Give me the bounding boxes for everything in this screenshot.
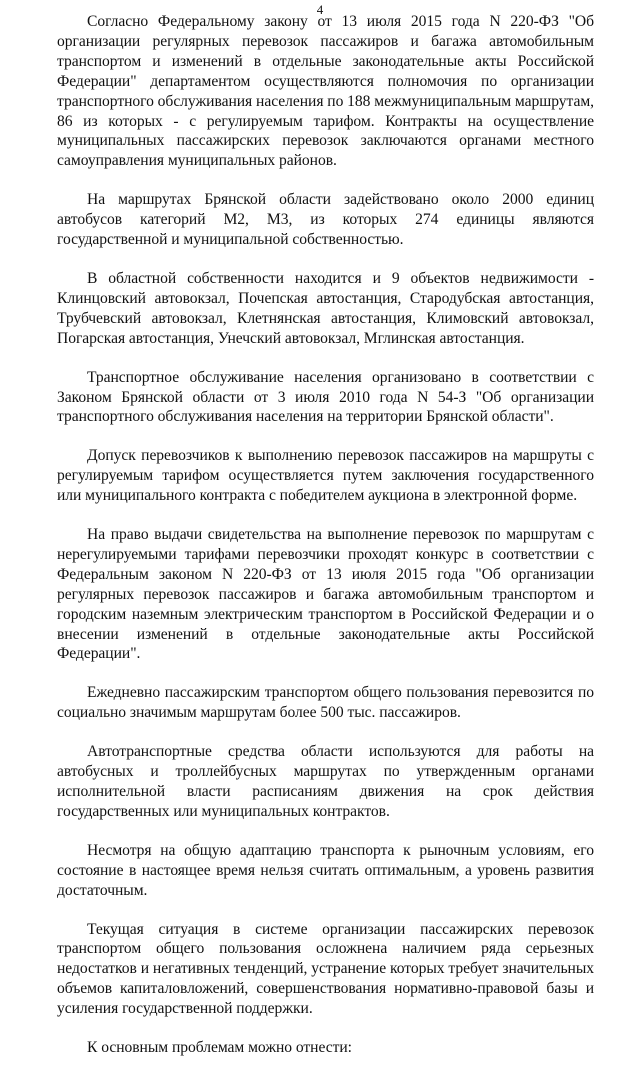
paragraph-regional-law: Транспортное обслуживание населения организовано в соответствии с Законом Брянской области от 3 июля 2010 года N 54-З "Об организации транспортного обслуживания населения на территории Брянской области". — [57, 368, 594, 426]
paragraph-federal-law: Согласно Федеральному закону от 13 июля 2015 года N 220-ФЗ "Об организации регулярных перевозок пассажиров и багажа автомобильным транспортом и изменений в отдельные законодательные акты Российской Федерации" департаментом осуществляются полномочия по организации транспортного обслуживания населения по 188 межмуниципальным маршрутам, 86 из которых - с регулируемым тарифом. Контракты на осуществление муниципальных пассажирских перевозок заключаются органами местного самоуправления муниципальных районов. — [57, 13, 594, 170]
document-body — [57, 12, 594, 1077]
paragraph-regional-property: В областной собственности находится и 9 объектов недвижимости - Клинцовский автовокзал, Почепская автостанция, Стародубская автостанция, Трубчевский автовокзал, Клетнянская автостанция, Климовский автовокзал, Погарская автостанция, Унечский автовокзал, Мглинская автостанция. — [57, 269, 594, 347]
paragraph-daily-passengers: Ежедневно пассажирским транспортом общего пользования перевозится по социально значимым маршрутам более 500 тыс. пассажиров. — [57, 684, 594, 722]
page-number: 4 — [316, 2, 324, 17]
paragraph-bus-fleet: На маршрутах Брянской области задействовано около 2000 единиц автобусов категорий М2, М3, из которых 274 единицы являются государственной и муниципальной собственностью. — [57, 191, 594, 249]
paragraph-current-situation: Текущая ситуация в системе организации пассажирских перевозок транспортом общего пользования осложнена наличием ряда серьезных недостатков и негативных тенденций, устранение которых требует значительных объемов капиталовложений, совершенствования нормативно-правовой базы и усиления государственной поддержки. — [57, 920, 594, 1018]
paragraph-carrier-admission: Допуск перевозчиков к выполнению перевозок пассажиров на маршруты с регулируемым тарифом осуществляется путем заключения государственного или муниципального контракта с победителем аукциона в электронной форме. — [57, 447, 594, 505]
paragraph-vehicle-usage: Автотранспортные средства области используются для работы на автобусных и троллейбусных маршрутах по утвержденным органами исполнительной власти расписаниям движения на срок действия государственных или муниципальных контрактов. — [57, 743, 594, 820]
paragraph-main-problems: К основным проблемам можно отнести: — [87, 1039, 352, 1057]
paragraph-market-adaptation: Несмотря на общую адаптацию транспорта к рыночным условиям, его состояние в настоящее время нельзя считать оптимальным, а уровень развития достаточным. — [57, 841, 594, 899]
paragraph-certificate-competition: На право выдачи свидетельства на выполнение перевозок по маршрутам с нерегулируемыми тарифами перевозчики проходят конкурс в соответствии с Федеральным законом N 220-ФЗ от 13 июля 2015 года "Об организации регулярных перевозок пассажиров и багажа автомобильным транспортом и городским наземным электрическим транспортом в Российской Федерации и о внесении изменений в отдельные законодательные акты Российской Федерации". — [57, 526, 594, 663]
